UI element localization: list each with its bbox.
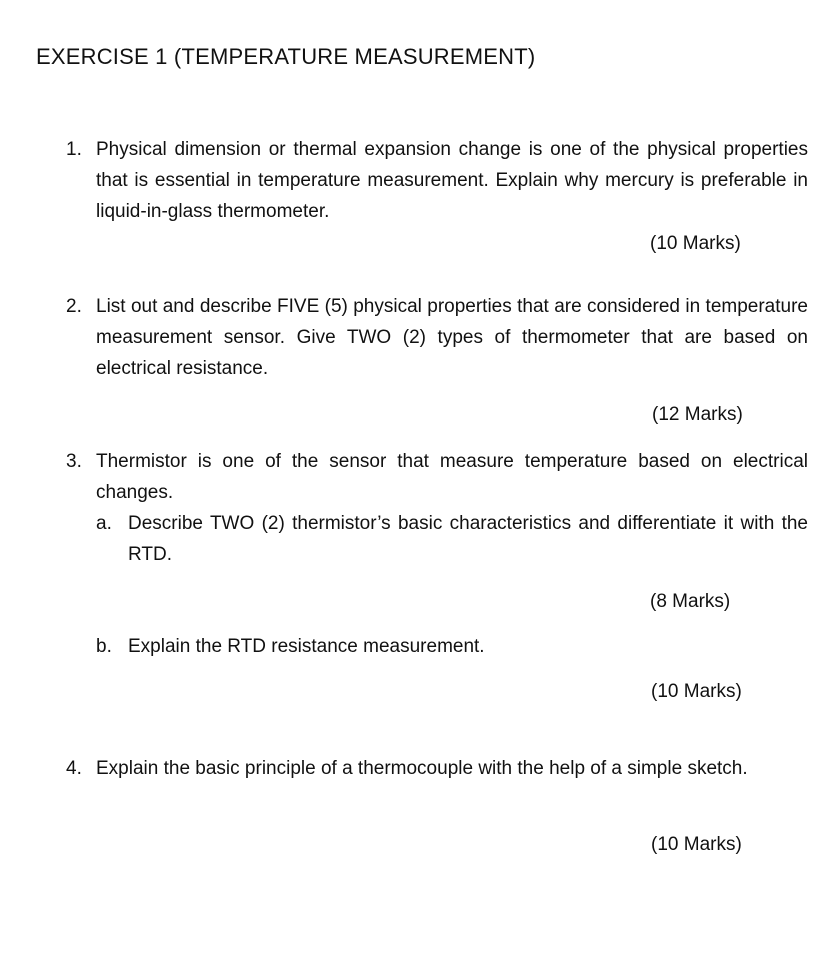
question-number: 2. — [66, 296, 82, 317]
question-2 — [66, 291, 808, 384]
question-number: 1. — [66, 139, 82, 160]
question-2-marks: (12 Marks) — [652, 404, 743, 425]
part-label: b. — [96, 636, 112, 657]
question-1-marks: (10 Marks) — [650, 233, 741, 254]
question-4-marks: (10 Marks) — [651, 834, 742, 855]
question-text: Physical dimension or thermal expansion change is one of the physical properties that is essential in temperature measurement. Explain why mercury is preferable in liquid-in-glass thermometer. — [96, 139, 808, 222]
question-text: List out and describe FIVE (5) physical properties that are considered in temperature measurement sensor. Give TWO (2) types of thermometer that are based on electrical resistance. — [96, 296, 808, 379]
question-3a — [66, 508, 808, 570]
question-1 — [66, 134, 808, 227]
question-4 — [66, 753, 808, 815]
question-3b — [66, 631, 808, 662]
question-3a-marks: (8 Marks) — [650, 591, 731, 612]
question-text: Explain the basic principle of a thermocouple with the help of a simple sketch. — [96, 758, 748, 779]
question-3 — [66, 446, 808, 508]
part-text: Describe TWO (2) thermistor’s basic characteristics and differentiate it with the RTD. — [128, 513, 808, 565]
exercise-title: EXERCISE 1 (TEMPERATURE MEASUREMENT) — [36, 44, 536, 69]
question-number: 3. — [66, 451, 82, 472]
question-text: Thermistor is one of the sensor that measure temperature based on electrical changes. — [96, 451, 808, 503]
question-number: 4. — [66, 758, 82, 779]
question-3b-marks: (10 Marks) — [651, 681, 742, 702]
part-text: Explain the RTD resistance measurement. — [128, 636, 485, 657]
part-label: a. — [96, 513, 112, 534]
